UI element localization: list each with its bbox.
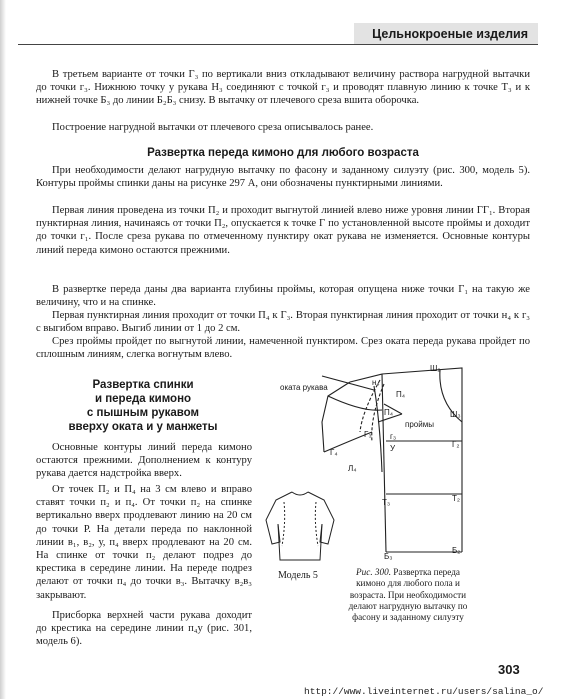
pattern-outline-right [382,368,462,552]
model-label: Модель 5 [278,570,318,581]
garment-sketch [262,486,338,566]
point-g2: Г₂ [452,440,460,449]
intro-paragraph-1: В третьем варианте от точки Г₃ по вертикали вниз откладывают величину раствора нагрудной вытачки до точки г₃. Нижнюю точку у рукава Н₃ соединяют с точкой г₃ и проводят плавную линию к точке Т₃ и к нижней точке Б₃ до линии Б₂Б₃ снизу. В вытачку от плечевого среза вшита оборочка. [36,69,530,107]
point-g3-small: г₃ [390,432,397,441]
section1-paragraph-5: Срез проймы пройдет по выгнутой линии, намеченной пунктиром. Срез оката переда рукава пройдет по сплошным линиям, слегка вогнутым влево. [36,336,530,361]
intro-paragraph-2: Построение нагрудной вытачки от плечевого среза описывалось ранее. [52,122,374,133]
figure-caption [342,567,474,623]
section1-paragraph-1: При необходимости делают нагрудную вытачку по фасону и заданному силуэту (рис. 300, модель 5). Контуры проймы спинки даны на рисунке 297 А, они обозначены пунктирными линиями. [36,165,530,190]
point-t3: Т₃ [382,498,391,507]
section2-paragraph-3: Присборка верхней части рукава доходит до крестика на середине линии п₄у (рис. 301, модель 6). [36,610,252,648]
point-b3: Б₃ [384,552,393,561]
point-p4: П₄ [396,390,406,399]
section1-paragraph-4: Первая пунктирная линия проходит от точки П₄ к Г₃. Вторая пунктирная линия проходит от точки н₄ к г₃ с выгибом вправо. Выгиб линии от 1 до 2 см. [36,310,530,335]
chapter-title: Цельнокроеные изделия [354,23,538,44]
running-header [18,18,538,45]
figure-caption-text: Развертка переда кимоно для любого пола и возраста. При необходимости делают нагрудную вытачку по фасону и заданному силуэту [348,567,468,623]
page-number: 303 [498,662,520,677]
section1-title: Развертка переда кимоно для любого возраста [147,147,419,159]
point-g4: Г₄ [330,448,338,457]
point-u: У [390,444,396,453]
point-t2: Т₂ [452,494,460,503]
point-n4: н₄ [372,378,380,387]
section2-title-line-4: вверху оката и у манжеты [68,421,218,433]
point-l4: Л₄ [348,464,357,473]
point-sh3: Ш₃ [450,410,461,419]
point-p4-second: П₄ [384,408,394,417]
section2-title-line-1: Развертка спинки [92,379,194,391]
section2-paragraph-2: От точек П₂ и П₄ на 3 см влево и вправо ставят точки п₂ и п₄. От точки п₂ на спинке вертикально вверх продлевают линию на 20 см до точки Р. На детали переда по наклонной линии в₁, в₂, у, п₄ вверх продлевают на 20 см. На спинке от точки п₂ делают подрез до крестика в середине линии. На переде подрез делают от точки п₄ до точки в₃. Вытачку в₂в₃ закрывают. [36,484,252,601]
point-sh2: Ш₂ [430,364,441,373]
point-b2: Б₂ [452,546,461,555]
point-g3: Г₃ [364,430,372,439]
section2-title-line-2: и переда кимоно [94,393,192,405]
section2-paragraph-1: Основные контуры линий переда кимоно остаются прежними. Дополнением к контуру рукава дается надстройка вверх. [36,442,252,480]
section2-title-line-3: с пышным рукавом [86,407,200,419]
section1-paragraph-3: В развертке переда даны два варианта глубины проймы, которая опущена ниже точки Г₁ на такую же величину, что и на спинке. [36,284,530,309]
scan-edge [0,0,6,699]
label-okaty-rukava: оката рукава [280,383,328,392]
figure-caption-ref: Рис. 300. [356,567,391,577]
section1-paragraph-2: Первая линия проведена из точки П₂ и проходит выгнутой линией влево ниже уровня линии ГГ₁. Вторая пунктирная линия, начинаясь от точки П₂, опускается к точке Г по установленной высоте проймы и доходит до точки г₁. После среза рукава по отмеченному пунктиру окат рукава не изменяется. Основные контуры линий переда кимоно остаются прежними. [36,205,530,256]
label-proimy: проймы [405,420,434,429]
footer-url: http://www.liveinternet.ru/users/salina_o/ [304,686,544,697]
